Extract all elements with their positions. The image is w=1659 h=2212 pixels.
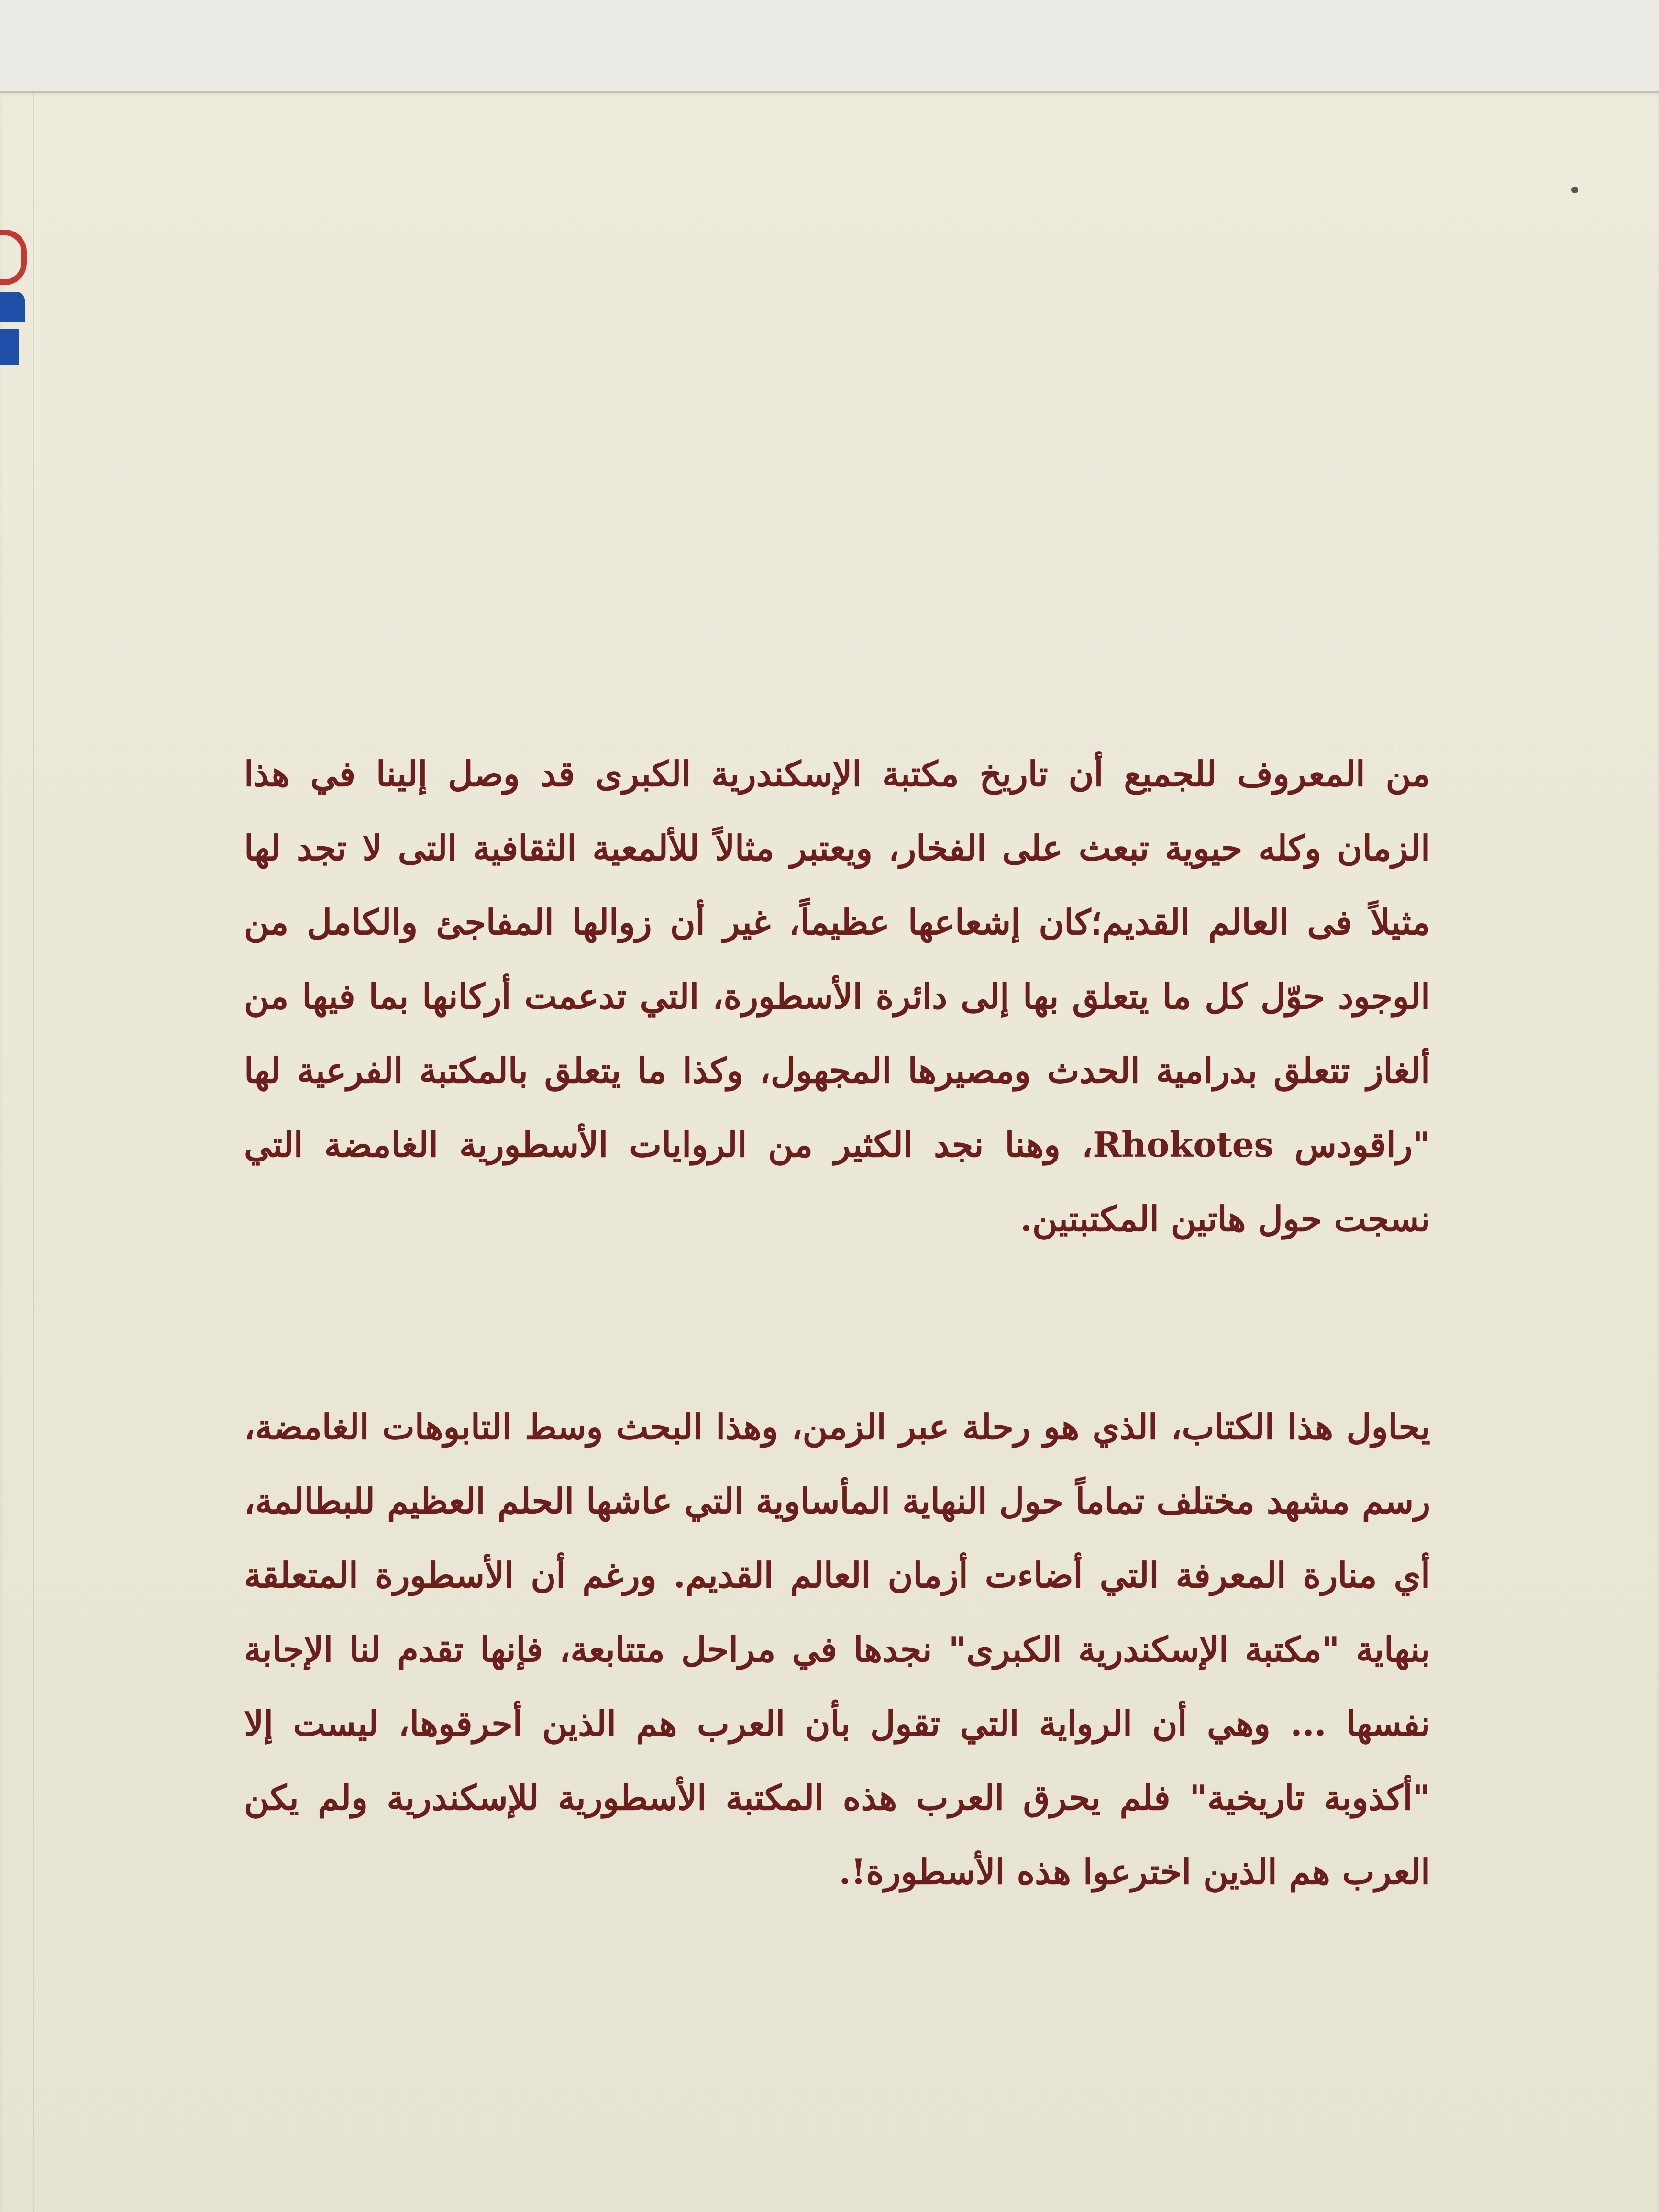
cover-fold-line — [33, 91, 34, 2212]
logo-blue-block-bottom — [0, 329, 19, 365]
logo-blue-block-top — [0, 292, 25, 322]
blurb-paragraph-1-text: من المعروف للجميع أن تاريخ مكتبة الإسكندرية الكبرى قد وصل إلينا في هذا الزمان وكله حيوية تبعث على الفخار، ويعتبر مثالاً للألمعية الثقافية التى لا تجد لها مثيلاً فى العالم القديم؛كان إشعاعها عظيماً، غير أن زوالها المفاجئ والكامل من الوجود حوّل كل ما يتعلق بها إلى دائرة الأسطورة، التي تدعمت أركانها بما فيها من ألغاز تتعلق بدرامية الحدث ومصيرها المجهول، وكذا ما يتعلق بالمكتبة الفرعية لها "راقودس Rhokotes، وهنا نجد الكثير من الروايات الأسطورية الغامضة التي نسجت حول هاتين المكتبتين. — [244, 753, 1430, 1239]
publisher-logo-fragment — [0, 215, 28, 387]
blurb-paragraph-2 — [244, 1390, 1430, 1909]
dust-speck — [1571, 187, 1578, 193]
blurb-paragraph-2-text: يحاول هذا الكتاب، الذي هو رحلة عبر الزمن، وهذا البحث وسط التابوهات الغامضة، رسم مشهد مختلف تماماً حول النهاية المأساوية التي عاشها الحلم العظيم للبطالمة، أي منارة المعرفة التي أضاءت أزمان العالم القديم. ورغم أن الأسطورة المتعلقة بنهاية "مكتبة الإسكندرية الكبرى" نجدها في مراحل متتابعة، فإنها تقدم لنا الإجابة نفسها ... وهي أن الرواية التي تقول بأن العرب هم الذين أحرقوها، ليست إلا "أكذوبة تاريخية" فلم يحرق العرب هذه المكتبة الأسطورية للإسكندرية ولم يكن العرب هم الذين اخترعوا هذه الأسطورة!. — [244, 1406, 1430, 1892]
cover-top-edge — [0, 91, 1659, 93]
logo-red-arc — [0, 230, 27, 285]
blurb-paragraph-1 — [244, 737, 1430, 1256]
